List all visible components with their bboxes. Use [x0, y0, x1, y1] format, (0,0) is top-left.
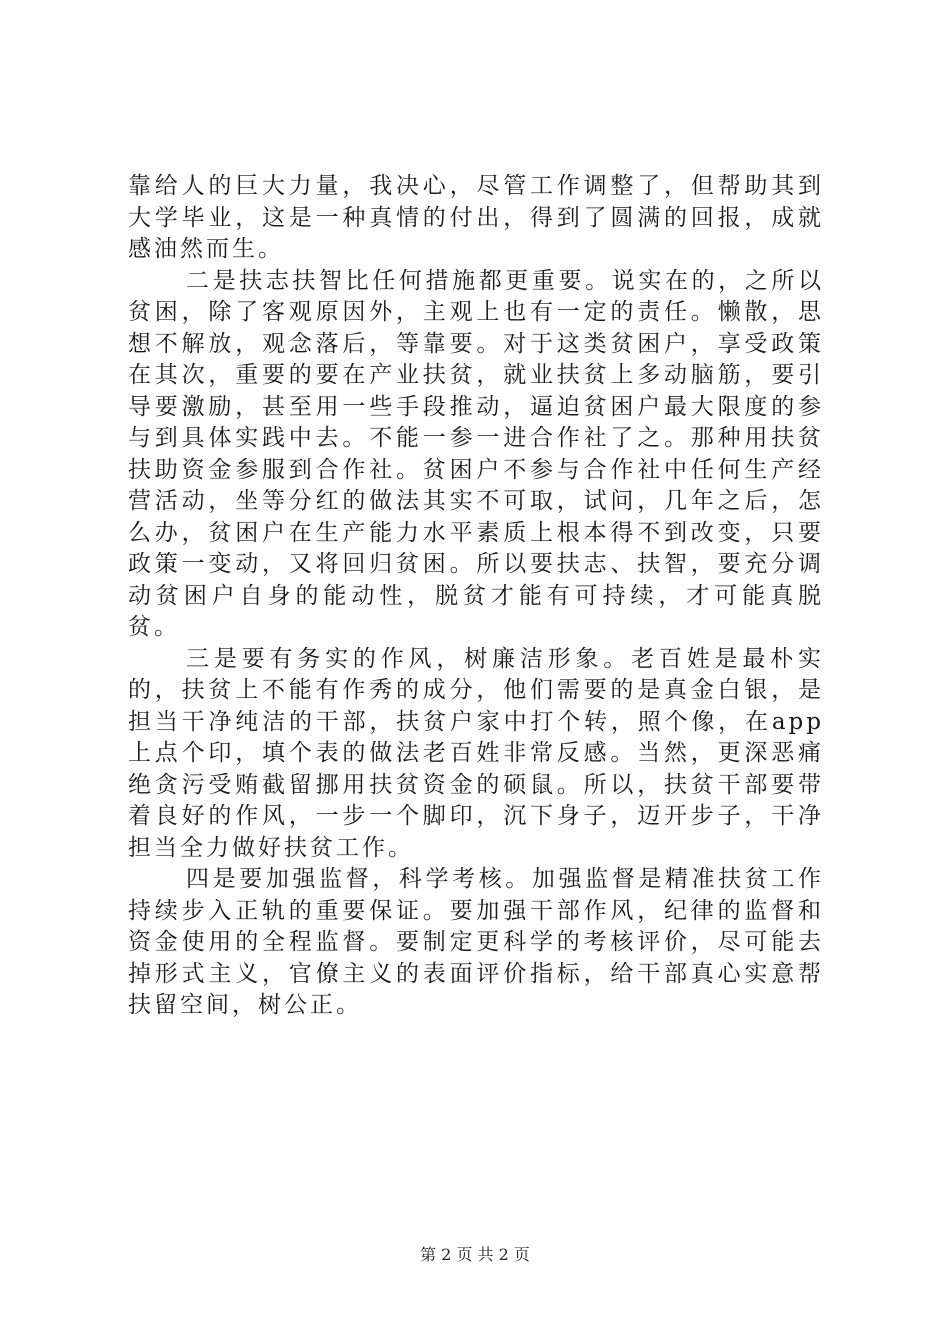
page-footer: 第 2 页 共 2 页 [420, 1245, 530, 1264]
paragraph-2: 二是扶志扶智比任何措施都更重要。说实在的，之所以贫困，除了客观原因外，主观上也有一定的责任。懒散，思想不解放，观念落后，等靠要。对于这类贫困户，享受政策在其次，重要的要在产业扶贫，就业扶贫上多动脑筋，要引导要激励，甚至用一些手段推动，逼迫贫困户最大限度的参与到具体实践中去。不能一参一进合作社了之。那种用扶贫扶助资金参服到合作社。贫困户不参与合作社中任何生产经营活动，坐等分红的做法其实不可取，试问，几年之后，怎么办，贫困户在生产能力水平素质上根本得不到改变，只要政策一变动，又将回归贫困。所以要扶志、扶智，要充分调动贫困户自身的能动性，脱贫才能有可持续，才可能真脱贫。 [128, 267, 824, 640]
paragraph-4: 四是要加强监督，科学考核。加强监督是精准扶贫工作持续步入正轨的重要保证。要加强干部作风，纪律的监督和资金使用的全程监督。要制定更科学的考核评价，尽可能去掉形式主义，官僚主义的表面评价指标，给干部真心实意帮扶留空间，树公正。 [128, 866, 824, 1018]
body-text [128, 171, 824, 1022]
paragraph-3: 三是要有务实的作风，树廉洁形象。老百姓是最朴实的，扶贫上不能有作秀的成分，他们需要的是真金白银，是担当干净纯洁的干部，扶贫户家中打个转，照个像，在app上点个印，填个表的做法老百姓非常反感。当然，更深恶痛绝贪污受贿截留挪用扶贫资金的硕鼠。所以，扶贫干部要带着良好的作风，一步一个脚印，沉下身子，迈开步子，干净担当全力做好扶贫工作。 [128, 645, 824, 861]
paragraph-1: 靠给人的巨大力量，我决心，尽管工作调整了，但帮助其到大学毕业，这是一种真情的付出，得到了圆满的回报，成就感油然而生。 [128, 173, 824, 262]
